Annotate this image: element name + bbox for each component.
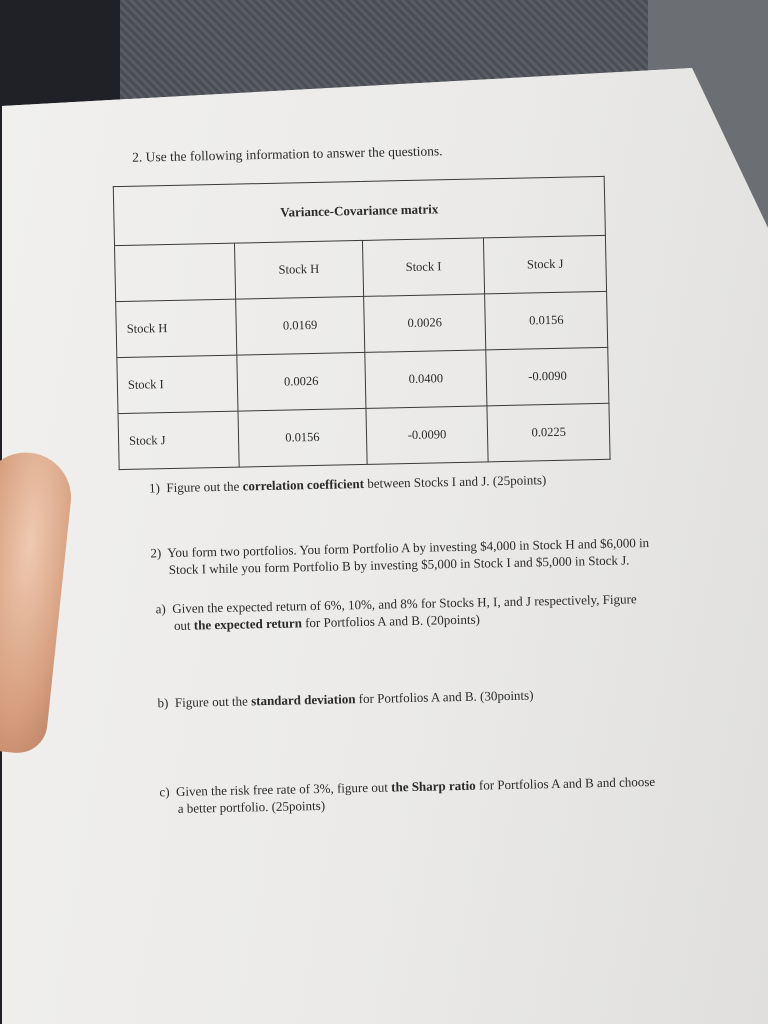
question-text: for Portfolios A and B and choose a better portfolio. (25points) [177,773,656,816]
matrix-cell: 0.0169 [236,296,365,355]
question-text: for Portfolios A and B. (20points) [301,611,481,631]
question-2b [153,684,653,711]
question-number: 2) [150,545,162,561]
matrix-cell: -0.0090 [366,406,489,465]
question-text: between Stocks I and J. (25points) [363,472,547,491]
question-text: Figure out the [166,478,243,496]
question-emphasis: correlation coefficient [242,475,365,494]
question-emphasis: standard deviation [250,691,356,709]
matrix-title: Variance-Covariance matrix [113,176,605,245]
question-number: b) [157,695,169,711]
question-number: c) [159,784,170,800]
matrix-cell: 0.0400 [365,350,488,409]
question-text: Given the risk free rate of 3%, figure out [175,779,392,799]
row-label: Stock H [116,299,237,358]
question-text: Given the expected return of 6%, 10%, and 8% for Stocks H, I, and J respectively, Figure out [172,591,637,633]
row-label: Stock I [117,355,238,414]
question-text: for Portfolios A and B. (30points) [355,687,534,707]
table-row [118,403,610,469]
question-emphasis: the expected return [193,615,303,633]
questions-list [149,469,656,830]
table-row [117,347,609,413]
question-number: 1) [148,480,161,496]
table-row [116,291,608,357]
question-2c [155,773,656,817]
matrix-cell: 0.0026 [363,294,486,353]
table-header-row [115,235,607,301]
question-emphasis: the Sharp ratio [391,777,476,795]
question-text: Figure out the [174,693,252,710]
matrix-cell: -0.0090 [486,347,609,406]
column-header: Stock I [362,238,485,297]
row-label: Stock J [118,411,239,470]
question-2 [150,534,651,578]
matrix-cell: 0.0026 [237,352,366,411]
variance-covariance-table [113,176,611,470]
question-text: You form two portfolios. You form Portfolio A by investing $4,000 in Stock H and $6,000 in Stock I while you form Portfolio B by investing $5,000 in Stock I and $5,000 in Stock J. [167,535,650,578]
question-heading: 2. Use the following information to answer the questions. [131,143,443,165]
empty-header-cell [115,243,236,302]
question-2a [151,590,652,634]
column-header: Stock H [234,240,363,299]
matrix-cell: 0.0156 [238,408,367,467]
column-header: Stock J [484,235,607,294]
matrix-cell: 0.0225 [487,403,610,462]
matrix-cell: 0.0156 [485,291,608,350]
question-number: a) [155,601,166,617]
